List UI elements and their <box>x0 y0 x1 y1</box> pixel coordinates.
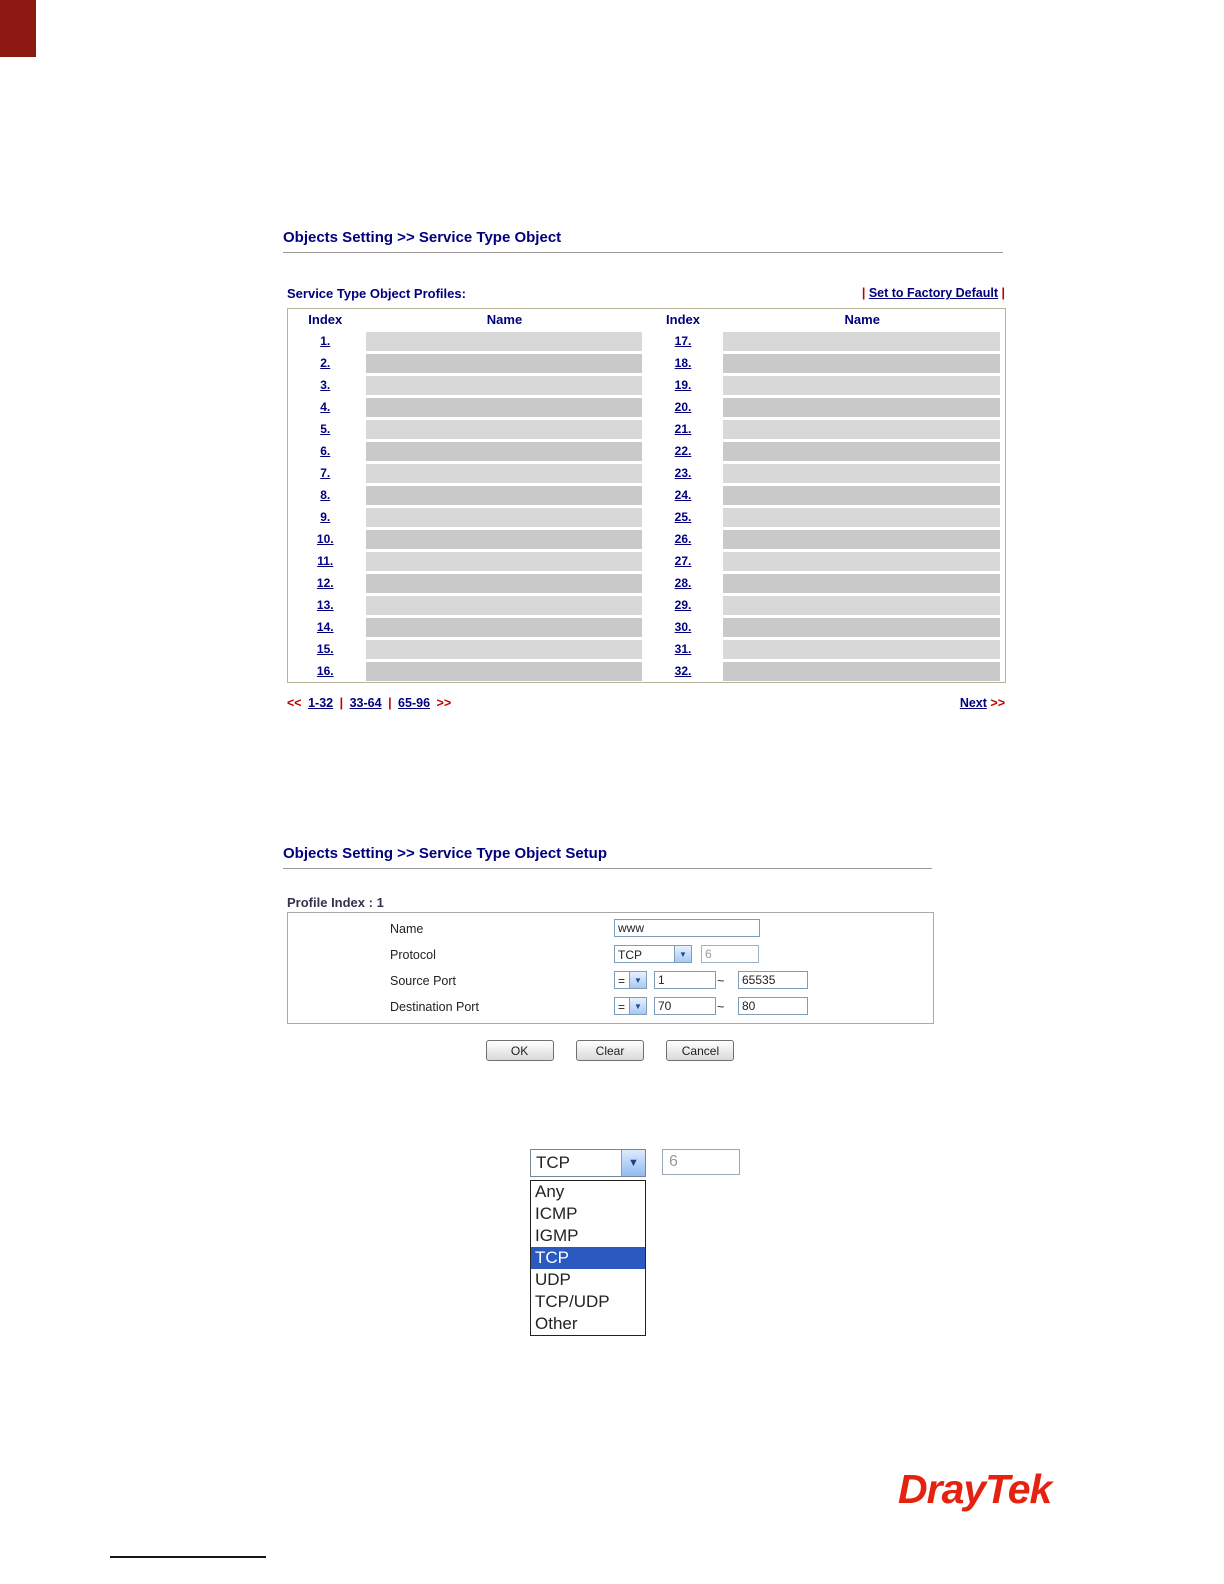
index-cell <box>288 396 363 418</box>
col-header-index-right: Index <box>666 312 700 327</box>
profile-name-cell <box>363 462 647 484</box>
setup-page-title: Objects Setting >> Service Type Object Setup <box>283 845 607 862</box>
source-port-tilde: ~ <box>717 974 725 988</box>
protocol-dropdown-value: TCP <box>536 1153 570 1172</box>
table-row <box>288 616 1006 638</box>
profile-index-link[interactable]: 25. <box>674 510 692 524</box>
profile-index-link[interactable]: 18. <box>674 356 692 370</box>
source-port-from-input[interactable] <box>654 971 716 989</box>
index-cell <box>288 550 363 572</box>
table-row <box>288 594 1006 616</box>
profile-name-cell <box>363 528 647 550</box>
index-cell <box>647 550 720 572</box>
table-row <box>288 484 1006 506</box>
profile-index-link[interactable]: 32. <box>674 664 692 678</box>
profile-setup-box <box>287 912 934 1024</box>
protocol-option[interactable]: ICMP <box>535 1204 578 1223</box>
profile-index-link[interactable]: 1. <box>320 334 331 348</box>
profile-index-link[interactable]: 13. <box>316 598 334 612</box>
protocol-number-input-large <box>662 1149 740 1175</box>
profile-name-cell <box>363 330 647 352</box>
profile-name-cell <box>363 506 647 528</box>
protocol-row <box>288 945 933 965</box>
index-cell <box>647 418 720 440</box>
destination-port-op-value: = <box>618 1000 626 1014</box>
table-row <box>288 528 1006 550</box>
profile-index-link[interactable]: 14. <box>316 620 334 634</box>
table-row <box>288 352 1006 374</box>
profile-name-cell <box>363 572 647 594</box>
protocol-option[interactable]: Other <box>535 1314 578 1333</box>
profile-index-link[interactable]: 24. <box>674 488 692 502</box>
pagination-separator: | <box>388 696 392 710</box>
profiles-label: Service Type Object Profiles: <box>287 286 466 301</box>
profile-name-cell <box>363 352 647 374</box>
index-cell <box>288 330 363 352</box>
profiles-table <box>287 308 1006 683</box>
index-cell <box>647 374 720 396</box>
profile-index-link[interactable]: 2. <box>320 356 331 370</box>
index-cell <box>647 462 720 484</box>
profile-name-cell <box>720 506 1006 528</box>
table-row <box>288 638 1006 660</box>
cancel-button[interactable]: Cancel <box>666 1040 734 1061</box>
protocol-option[interactable]: IGMP <box>535 1226 579 1245</box>
profile-name-cell <box>720 616 1006 638</box>
chevron-down-icon[interactable]: ▼ <box>629 998 646 1014</box>
profile-name-cell <box>363 374 647 396</box>
profile-name-cell <box>363 550 647 572</box>
profile-name-cell <box>363 484 647 506</box>
index-cell <box>647 638 720 660</box>
profile-index-link[interactable]: 20. <box>674 400 692 414</box>
table-row <box>288 418 1006 440</box>
profile-index-link[interactable]: 21. <box>674 422 692 436</box>
profile-name-cell <box>720 484 1006 506</box>
destination-port-from-input[interactable] <box>654 997 716 1015</box>
index-cell <box>647 330 720 352</box>
profile-index-link[interactable]: 12. <box>316 576 334 590</box>
table-row <box>288 396 1006 418</box>
table-row <box>288 330 1006 352</box>
profile-index-link[interactable]: 30. <box>674 620 692 634</box>
protocol-option[interactable]: UDP <box>535 1270 571 1289</box>
name-input[interactable] <box>614 919 760 937</box>
profile-index-link[interactable]: 5. <box>320 422 331 436</box>
table-row <box>288 572 1006 594</box>
profile-name-cell <box>720 528 1006 550</box>
setup-title-divider <box>283 868 932 869</box>
profiles-table-body <box>288 330 1006 683</box>
corner-decoration <box>0 0 36 57</box>
col-header-name-right: Name <box>844 312 880 327</box>
profile-name-cell <box>720 396 1006 418</box>
index-cell <box>288 616 363 638</box>
profile-name-cell <box>363 616 647 638</box>
destination-port-op-select[interactable] <box>614 997 647 1015</box>
table-header-row <box>288 309 1006 331</box>
index-cell <box>288 374 363 396</box>
table-row <box>288 440 1006 462</box>
protocol-number-input <box>701 945 759 963</box>
index-cell <box>647 594 720 616</box>
page-link-33-64[interactable]: 33-64 <box>349 696 382 710</box>
destination-port-row <box>288 997 933 1017</box>
protocol-option[interactable]: TCP <box>531 1247 645 1269</box>
table-row <box>288 462 1006 484</box>
profile-index-link[interactable]: 11. <box>317 554 334 568</box>
index-cell <box>288 572 363 594</box>
chevron-down-icon[interactable]: ▼ <box>674 946 691 962</box>
profile-index-link[interactable]: 28. <box>674 576 692 590</box>
index-cell <box>647 528 720 550</box>
protocol-option[interactable]: Any <box>535 1182 565 1201</box>
profile-name-cell <box>720 440 1006 462</box>
destination-port-to-input[interactable] <box>738 997 808 1015</box>
source-port-label: Source Port <box>390 974 457 988</box>
left-pipe: | <box>861 286 866 300</box>
index-cell <box>647 352 720 374</box>
title-divider <box>283 252 1003 253</box>
index-cell <box>288 462 363 484</box>
index-cell <box>288 660 363 683</box>
profile-name-cell <box>720 660 1006 683</box>
profile-index-link[interactable]: 31. <box>674 642 692 656</box>
index-cell <box>288 594 363 616</box>
profile-name-cell <box>720 462 1006 484</box>
profile-name-cell <box>720 638 1006 660</box>
ok-button[interactable]: OK <box>486 1040 554 1061</box>
profile-index-link[interactable]: 26. <box>674 532 692 546</box>
source-port-op-value: = <box>618 974 626 988</box>
protocol-select-value: TCP <box>618 948 642 962</box>
chevron-down-icon[interactable]: ▼ <box>629 972 646 988</box>
footer-line <box>110 1556 266 1558</box>
protocol-option[interactable]: TCP/UDP <box>535 1292 610 1311</box>
page-link-65-96[interactable]: 65-96 <box>398 696 431 710</box>
index-cell <box>288 484 363 506</box>
profile-name-cell <box>363 594 647 616</box>
next-link[interactable]: Next <box>959 696 987 710</box>
protocol-label: Protocol <box>390 948 436 962</box>
profile-index-link[interactable]: 17. <box>674 334 692 348</box>
profile-index-link[interactable]: 27. <box>674 554 692 568</box>
protocol-dropdown-expanded[interactable] <box>530 1149 646 1177</box>
set-factory-default-link[interactable]: Set to Factory Default <box>868 286 999 300</box>
profile-name-cell <box>720 374 1006 396</box>
profile-name-cell <box>363 418 647 440</box>
index-cell <box>647 616 720 638</box>
profile-index-link[interactable]: 15. <box>316 642 334 656</box>
name-label: Name <box>390 922 424 936</box>
profile-name-cell <box>720 550 1006 572</box>
profiles-header <box>287 286 1005 301</box>
table-row <box>288 550 1006 572</box>
profile-index-link[interactable]: 29. <box>674 598 692 612</box>
prev-arrows[interactable]: << <box>287 696 302 710</box>
index-cell <box>647 660 720 683</box>
destination-port-label: Destination Port <box>390 1000 479 1014</box>
profile-index-link[interactable]: 23. <box>674 466 692 480</box>
index-cell <box>288 352 363 374</box>
protocol-select[interactable] <box>614 945 692 963</box>
draytek-logo <box>898 1466 1051 1513</box>
index-cell <box>288 638 363 660</box>
table-row <box>288 660 1006 683</box>
index-cell <box>647 572 720 594</box>
profile-index-link[interactable]: 22. <box>674 444 692 458</box>
source-port-op-select[interactable] <box>614 971 647 989</box>
profile-name-cell <box>720 352 1006 374</box>
logo-tek: Tek <box>985 1466 1052 1512</box>
source-port-row <box>288 971 933 991</box>
index-cell <box>647 440 720 462</box>
profile-index-link[interactable]: 16. <box>316 664 334 678</box>
profile-index-link[interactable]: 8. <box>320 488 331 502</box>
profile-index-link[interactable]: 10. <box>316 532 334 546</box>
name-row <box>288 919 933 939</box>
protocol-options-list <box>530 1180 646 1336</box>
source-port-to-input[interactable] <box>738 971 808 989</box>
col-header-index-left: Index <box>308 312 343 327</box>
index-cell <box>647 506 720 528</box>
clear-button[interactable]: Clear <box>576 1040 644 1061</box>
destination-port-tilde: ~ <box>717 1000 725 1014</box>
profile-name-cell <box>363 660 647 683</box>
profile-name-cell <box>720 418 1006 440</box>
index-cell <box>288 506 363 528</box>
table-row <box>288 374 1006 396</box>
pagination-separator: | <box>339 696 344 710</box>
profile-name-cell <box>720 572 1006 594</box>
profile-index-link[interactable]: 4. <box>320 400 331 414</box>
index-cell <box>647 396 720 418</box>
profile-index-link[interactable]: 7. <box>320 466 331 480</box>
page-link-1-32[interactable]: 1-32 <box>308 696 334 710</box>
profile-name-cell <box>720 330 1006 352</box>
index-cell <box>288 418 363 440</box>
next-link-arrows[interactable]: >> <box>990 696 1005 710</box>
pagination <box>287 696 451 710</box>
index-cell <box>288 440 363 462</box>
setup-buttons-row <box>287 1040 933 1061</box>
profile-index-link[interactable]: 6. <box>320 444 331 458</box>
index-cell <box>288 528 363 550</box>
index-cell <box>647 484 720 506</box>
page-title: Objects Setting >> Service Type Object <box>283 229 562 246</box>
next-arrows[interactable]: >> <box>436 696 452 710</box>
factory-default-wrap <box>862 286 1005 300</box>
profile-name-cell <box>720 594 1006 616</box>
logo-dray: Dray <box>898 1466 986 1512</box>
chevron-down-icon[interactable]: ▼ <box>621 1150 645 1176</box>
profile-index-label: Profile Index : 1 <box>287 895 384 910</box>
profile-name-cell <box>363 440 647 462</box>
col-header-name-left: Name <box>486 312 523 327</box>
next-page-wrap <box>960 696 1005 710</box>
profile-name-cell <box>363 638 647 660</box>
profile-index-link[interactable]: 19. <box>674 378 692 392</box>
profile-name-cell <box>363 396 647 418</box>
table-row <box>288 506 1006 528</box>
profile-index-link[interactable]: 3. <box>320 378 331 392</box>
profile-index-link[interactable]: 9. <box>320 510 331 524</box>
right-pipe: | <box>1001 286 1005 300</box>
